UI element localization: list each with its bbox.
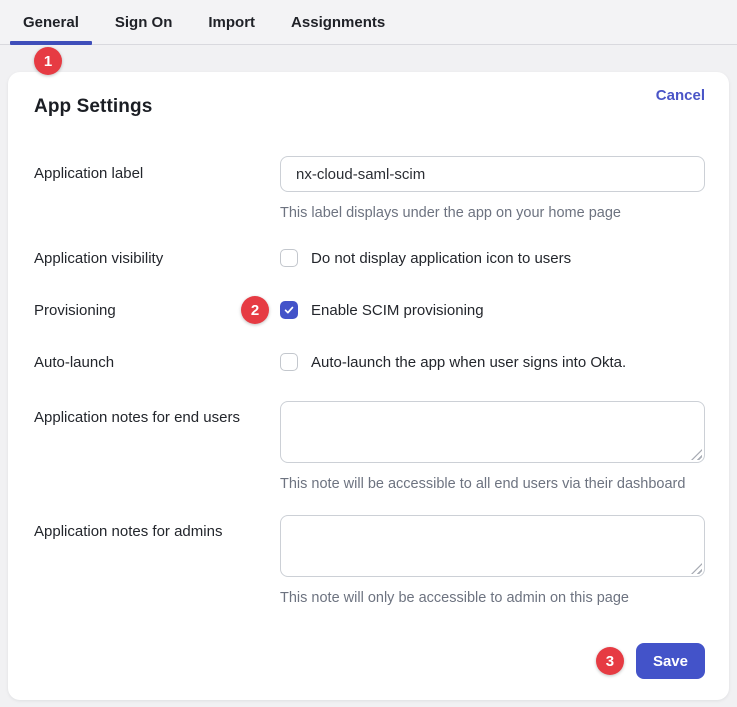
auto-launch-text: Auto-launch xyxy=(34,354,115,371)
save-button[interactable]: Save xyxy=(636,643,705,679)
app-settings-card xyxy=(8,72,729,700)
tab-sign-on-label: Sign On xyxy=(114,13,173,31)
application-visibility-text: Application visibility xyxy=(34,250,164,267)
step-2-badge: 2 xyxy=(241,296,269,324)
step-1-badge: 1 xyxy=(34,47,62,75)
auto-launch-row xyxy=(34,353,705,371)
tab-general-label: General xyxy=(23,13,79,31)
notes-admins-text: Application notes for admins xyxy=(34,523,223,540)
application-label-helper: This label displays under the app on your home page xyxy=(280,205,621,221)
enable-scim-provisioning-label: Enable SCIM provisioning xyxy=(311,301,484,319)
application-visibility-row xyxy=(34,249,705,267)
application-label-text: Application label xyxy=(34,165,144,182)
application-visibility-checkbox[interactable] xyxy=(280,249,298,267)
enable-scim-provisioning-checkbox[interactable] xyxy=(280,301,298,319)
checkmark-icon xyxy=(283,304,295,316)
notes-end-users-text: Application notes for end users xyxy=(34,409,240,426)
card-footer xyxy=(34,643,705,679)
tab-general[interactable] xyxy=(10,0,92,44)
application-label-row xyxy=(34,156,705,221)
application-visibility-checkbox-label: Do not display application icon to users xyxy=(311,249,572,267)
notes-end-users-textarea[interactable] xyxy=(280,401,705,463)
cancel-button[interactable]: Cancel xyxy=(655,87,705,104)
page-title: App Settings xyxy=(34,96,153,117)
tab-assignments[interactable] xyxy=(278,0,398,44)
provisioning-text: Provisioning xyxy=(34,302,116,319)
application-label-input[interactable] xyxy=(280,156,705,192)
tab-bar xyxy=(0,0,737,45)
notes-end-users-row xyxy=(34,401,705,492)
notes-end-users-helper: This note will be accessible to all end users via their dashboard xyxy=(280,476,686,492)
tab-assignments-label: Assignments xyxy=(291,13,386,31)
auto-launch-checkbox-label: Auto-launch the app when user signs into Okta. xyxy=(311,353,627,371)
notes-admins-textarea[interactable] xyxy=(280,515,705,577)
card-header xyxy=(34,87,705,118)
step-3-badge: 3 xyxy=(596,647,624,675)
tab-import[interactable] xyxy=(195,0,268,44)
notes-admins-row xyxy=(34,515,705,606)
tab-sign-on[interactable] xyxy=(102,0,186,44)
tab-import-label: Import xyxy=(208,13,256,31)
notes-admins-helper: This note will only be accessible to admin on this page xyxy=(280,590,629,606)
auto-launch-checkbox[interactable] xyxy=(280,353,298,371)
provisioning-row xyxy=(34,301,705,319)
